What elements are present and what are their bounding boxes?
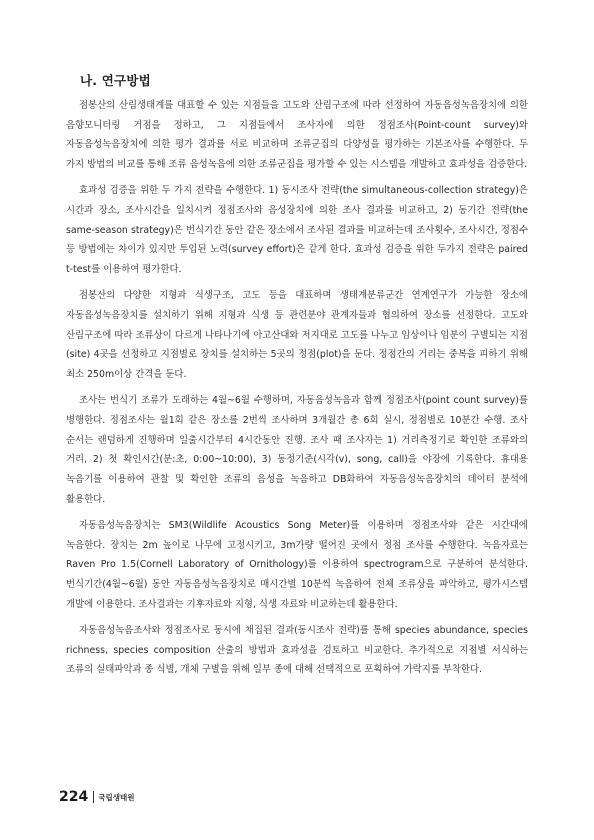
- paragraph-location: 점봉산의 다양한 지형과 식생구조, 고도 등을 대표하며 생태계분류군간 연계연구가 가능한 장소에 자동음성녹음장치를 설치하기 위해 지형과 식생 등 관련분야 관계자들과 협의하여 장소를 선정한다. 고도와 산림구조에 따라 조류상이 다르게 나타나기에 아고산대와 저지대로 고도를 나누고 임상이나 임분이 구별되는 지점(site) 4곳을 선정하고 지점별로 장치를 설치하는 5곳의 정점(plot)을 둔다. 정점간의 거리는 중복을 피하기 위해 최소 250m이상 간격을 둔다.: [66, 290, 528, 381]
- paragraph-survey-schedule: 조사는 번식기 조류가 도래하는 4월~6월 수행하며, 자동음성녹음과 함께 정점조사(point count survey)를 병행한다. 정점조사는 월1회 같은 장소를 2번씩 조사하며 3개월간 총 6회 실시, 정점별로 10분간 수행. 조사 순서는 랜덤하게 진행하며 일출시간부터 4시간동안 진행. 조사 때 조사자는 1) 거리측정기로 확인한 조류와의 거리, 2) 첫 확인시간(분:초, 0:00~10:00), 3) 동정기준(시각(v), song, call)을 야장에 기록한다. 휴대용 녹음기를 이용하여 관찰 및 확인한 조류의 음성을 녹음하고 DB화하여 자동음성녹음장치의 데이터 분석에 활용한다.: [66, 395, 528, 505]
- paragraph-site-selection: 점봉산의 산림생태계를 대표할 수 있는 지점들을 고도와 산림구조에 따라 선정하여 자동음성녹음장치에 의한 음향모니터링 거점을 정하고, 그 지점들에서 조사자에 의한 정점조사(Point-count survey)와 자동음성녹음장치에 의한 평가 결과를 서로 비교하며 조류군집의 다양성을 평가하는 기본조사를 수행한다. 두 가지 방법의 비교를 통해 조류 음성녹음에 의한 조류군집을 평가할 수 있는 시스템을 개발하고 효과성을 검증한다.: [66, 100, 528, 171]
- body-content: [66, 96, 528, 687]
- page-number: 224: [59, 789, 89, 805]
- paragraph-strategies: 효과성 검증을 위한 두 가지 전략을 수행한다. 1) 동시조사 전략(the simultaneous-collection strategy)은 시간과 장소, 조사시간을 일치시켜 정점조사와 음성장치에 의한 조사 결과를 비교하고, 2) 동기간 전략(the same-season strategy)은 번식기간 동안 같은 장소에서 조사된 결과를 비교하는데 조사횟수, 조사시간, 정점수 등 방법에는 차이가 있지만 투입된 노력(survey effort)은 같게 한다. 효과성 검증을 위한 두가지 전략은 paired t-test를 이용하여 평가한다.: [66, 185, 528, 276]
- paragraph-analysis: 자동음성녹음조사와 정점조사로 동시에 채집된 결과(동시조사 전략)를 통해 species abundance, species richness, species composition 산출의 방법과 효과성을 검토하고 비교한다. 추가적으로 지점별 서식하는 조류의 실태파악과 종 식별, 개체 구별을 위해 일부 종에 대해 선택적으로 포획하여 가락지를 부착한다.: [66, 625, 528, 676]
- footer-divider: [93, 791, 94, 803]
- page-footer: [59, 789, 134, 805]
- section-heading: 나. 연구방법: [80, 73, 151, 88]
- organization-name: 국립생태원: [98, 792, 135, 802]
- paragraph-recording-device: 자동음성녹음장치는 SM3(Wildlife Acoustics Song Meter)를 이용하며 정점조사와 같은 시간대에 녹음한다. 장치는 2m 높이로 나무에 고정시키고, 3m가량 떨어진 곳에서 정점 조사를 수행한다. 녹음자료는 Raven Pro 1.5(Cornell Laboratory of Ornithology)를 이용하여 spectrogram으로 구분하여 분석한다. 번식기간(4월~6월) 동안 자동음성녹음장치로 매시간별 10분씩 녹음하여 전체 조류상을 파악하고, 평가시스템 개발에 이용한다. 조사결과는 기후자료와 지형, 식생 자료와 비교하는데 활용한다.: [66, 520, 528, 610]
